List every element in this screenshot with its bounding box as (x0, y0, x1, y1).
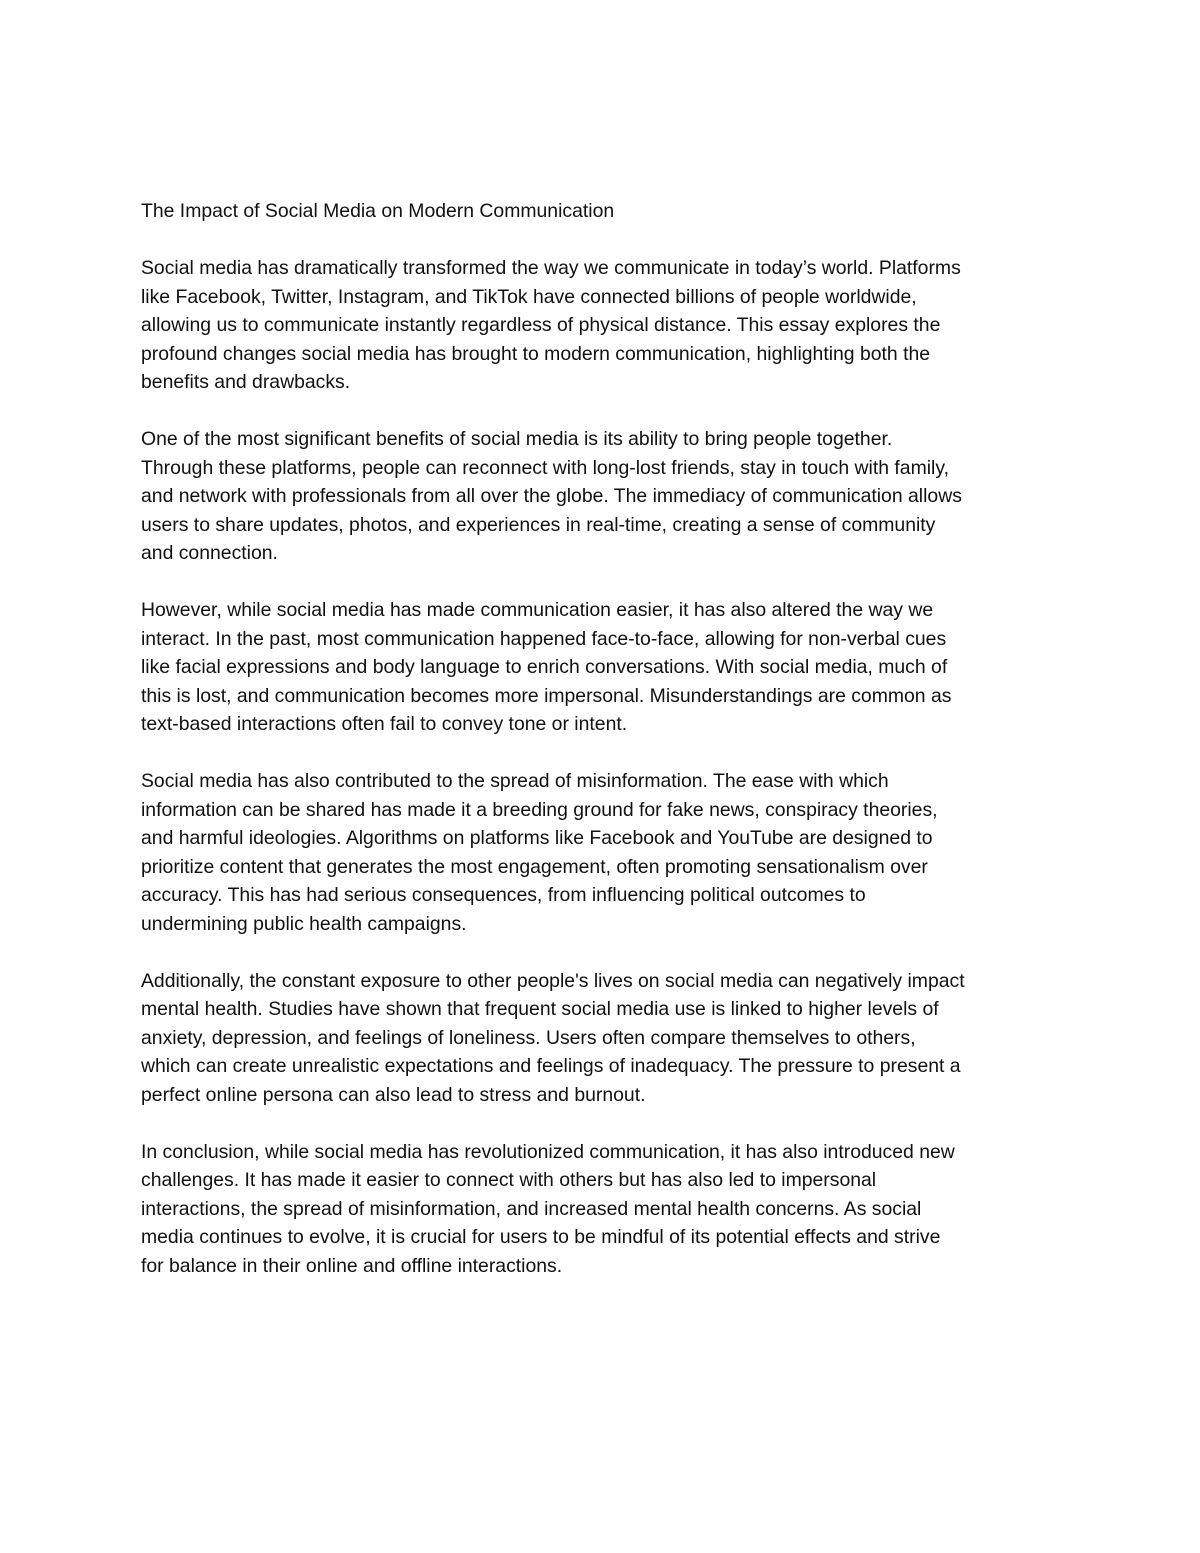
text-line: Social media has also contributed to the spread of misinformation. The ease with which (141, 770, 889, 792)
paragraph-2 (141, 425, 1071, 568)
paragraph-6 (141, 1138, 1071, 1281)
text-line: However, while social media has made communication easier, it has also altered the way we (141, 599, 934, 621)
text-line: mental health. Studies have shown that frequent social media use is linked to higher levels of (141, 998, 939, 1020)
text-line: and connection. (141, 542, 278, 564)
text-line: undermining public health campaigns. (141, 912, 467, 935)
text-line: this is lost, and communication becomes more impersonal. Misunderstandings are common as (141, 684, 952, 707)
text-line: users to share updates, photos, and experiences in real-time, creating a sense of community (141, 513, 936, 536)
text-line: like facial expressions and body language to enrich conversations. With social media, much of (141, 656, 948, 678)
text-line: anxiety, depression, and feelings of loneliness. Users often compare themselves to others, (141, 1026, 916, 1049)
paragraph-5 (141, 967, 1071, 1110)
text-line: benefits and drawbacks. (141, 371, 351, 393)
text-line: allowing us to communicate instantly regardless of physical distance. This essay explores the (141, 314, 941, 336)
text-line: which can create unrealistic expectations and feelings of inadequacy. The pressure to present a (141, 1055, 961, 1077)
document-title: The Impact of Social Media on Modern Communication (141, 200, 615, 222)
text-line: interactions, the spread of misinformation, and increased mental health concerns. As social (141, 1197, 922, 1220)
document-body (141, 197, 1071, 1280)
text-line: for balance in their online and offline interactions. (141, 1254, 563, 1277)
text-line: and network with professionals from all over the globe. The immediacy of communication allows (141, 485, 962, 507)
text-line: Social media has dramatically transformed the way we communicate in today’s world. Platforms (141, 257, 961, 279)
text-line: In conclusion, while social media has revolutionized communication, it has also introduced new (141, 1140, 955, 1163)
paragraph-4 (141, 767, 1071, 938)
text-line: challenges. It has made it easier to connect with others but has also led to impersonal (141, 1169, 877, 1191)
paragraph-1 (141, 254, 1071, 397)
text-line: information can be shared has made it a breeding ground for fake news, conspiracy theories, (141, 798, 938, 821)
text-line: accuracy. This has had serious consequences, from influencing political outcomes to (141, 884, 866, 906)
text-line: perfect online persona can also lead to stress and burnout. (141, 1083, 646, 1106)
text-line: Through these platforms, people can reconnect with long-lost friends, stay in touch with family, (141, 456, 949, 479)
text-line: interact. In the past, most communication happened face-to-face, allowing for non-verbal cues (141, 627, 947, 650)
text-line: media continues to evolve, it is crucial for users to be mindful of its potential effects and strive (141, 1226, 941, 1248)
text-line: like Facebook, Twitter, Instagram, and TikTok have connected billions of people worldwide, (141, 285, 917, 308)
paragraph-3 (141, 596, 1071, 739)
text-line: profound changes social media has brought to modern communication, highlighting both the (141, 342, 931, 365)
text-line: Additionally, the constant exposure to other people's lives on social media can negatively impact (141, 969, 965, 992)
paragraph-list (141, 254, 1071, 1280)
text-line: prioritize content that generates the most engagement, often promoting sensationalism over (141, 855, 928, 878)
text-line: text-based interactions often fail to convey tone or intent. (141, 713, 628, 735)
text-line: and harmful ideologies. Algorithms on platforms like Facebook and YouTube are designed to (141, 827, 933, 849)
text-line: One of the most significant benefits of social media is its ability to bring people together. (141, 428, 893, 450)
